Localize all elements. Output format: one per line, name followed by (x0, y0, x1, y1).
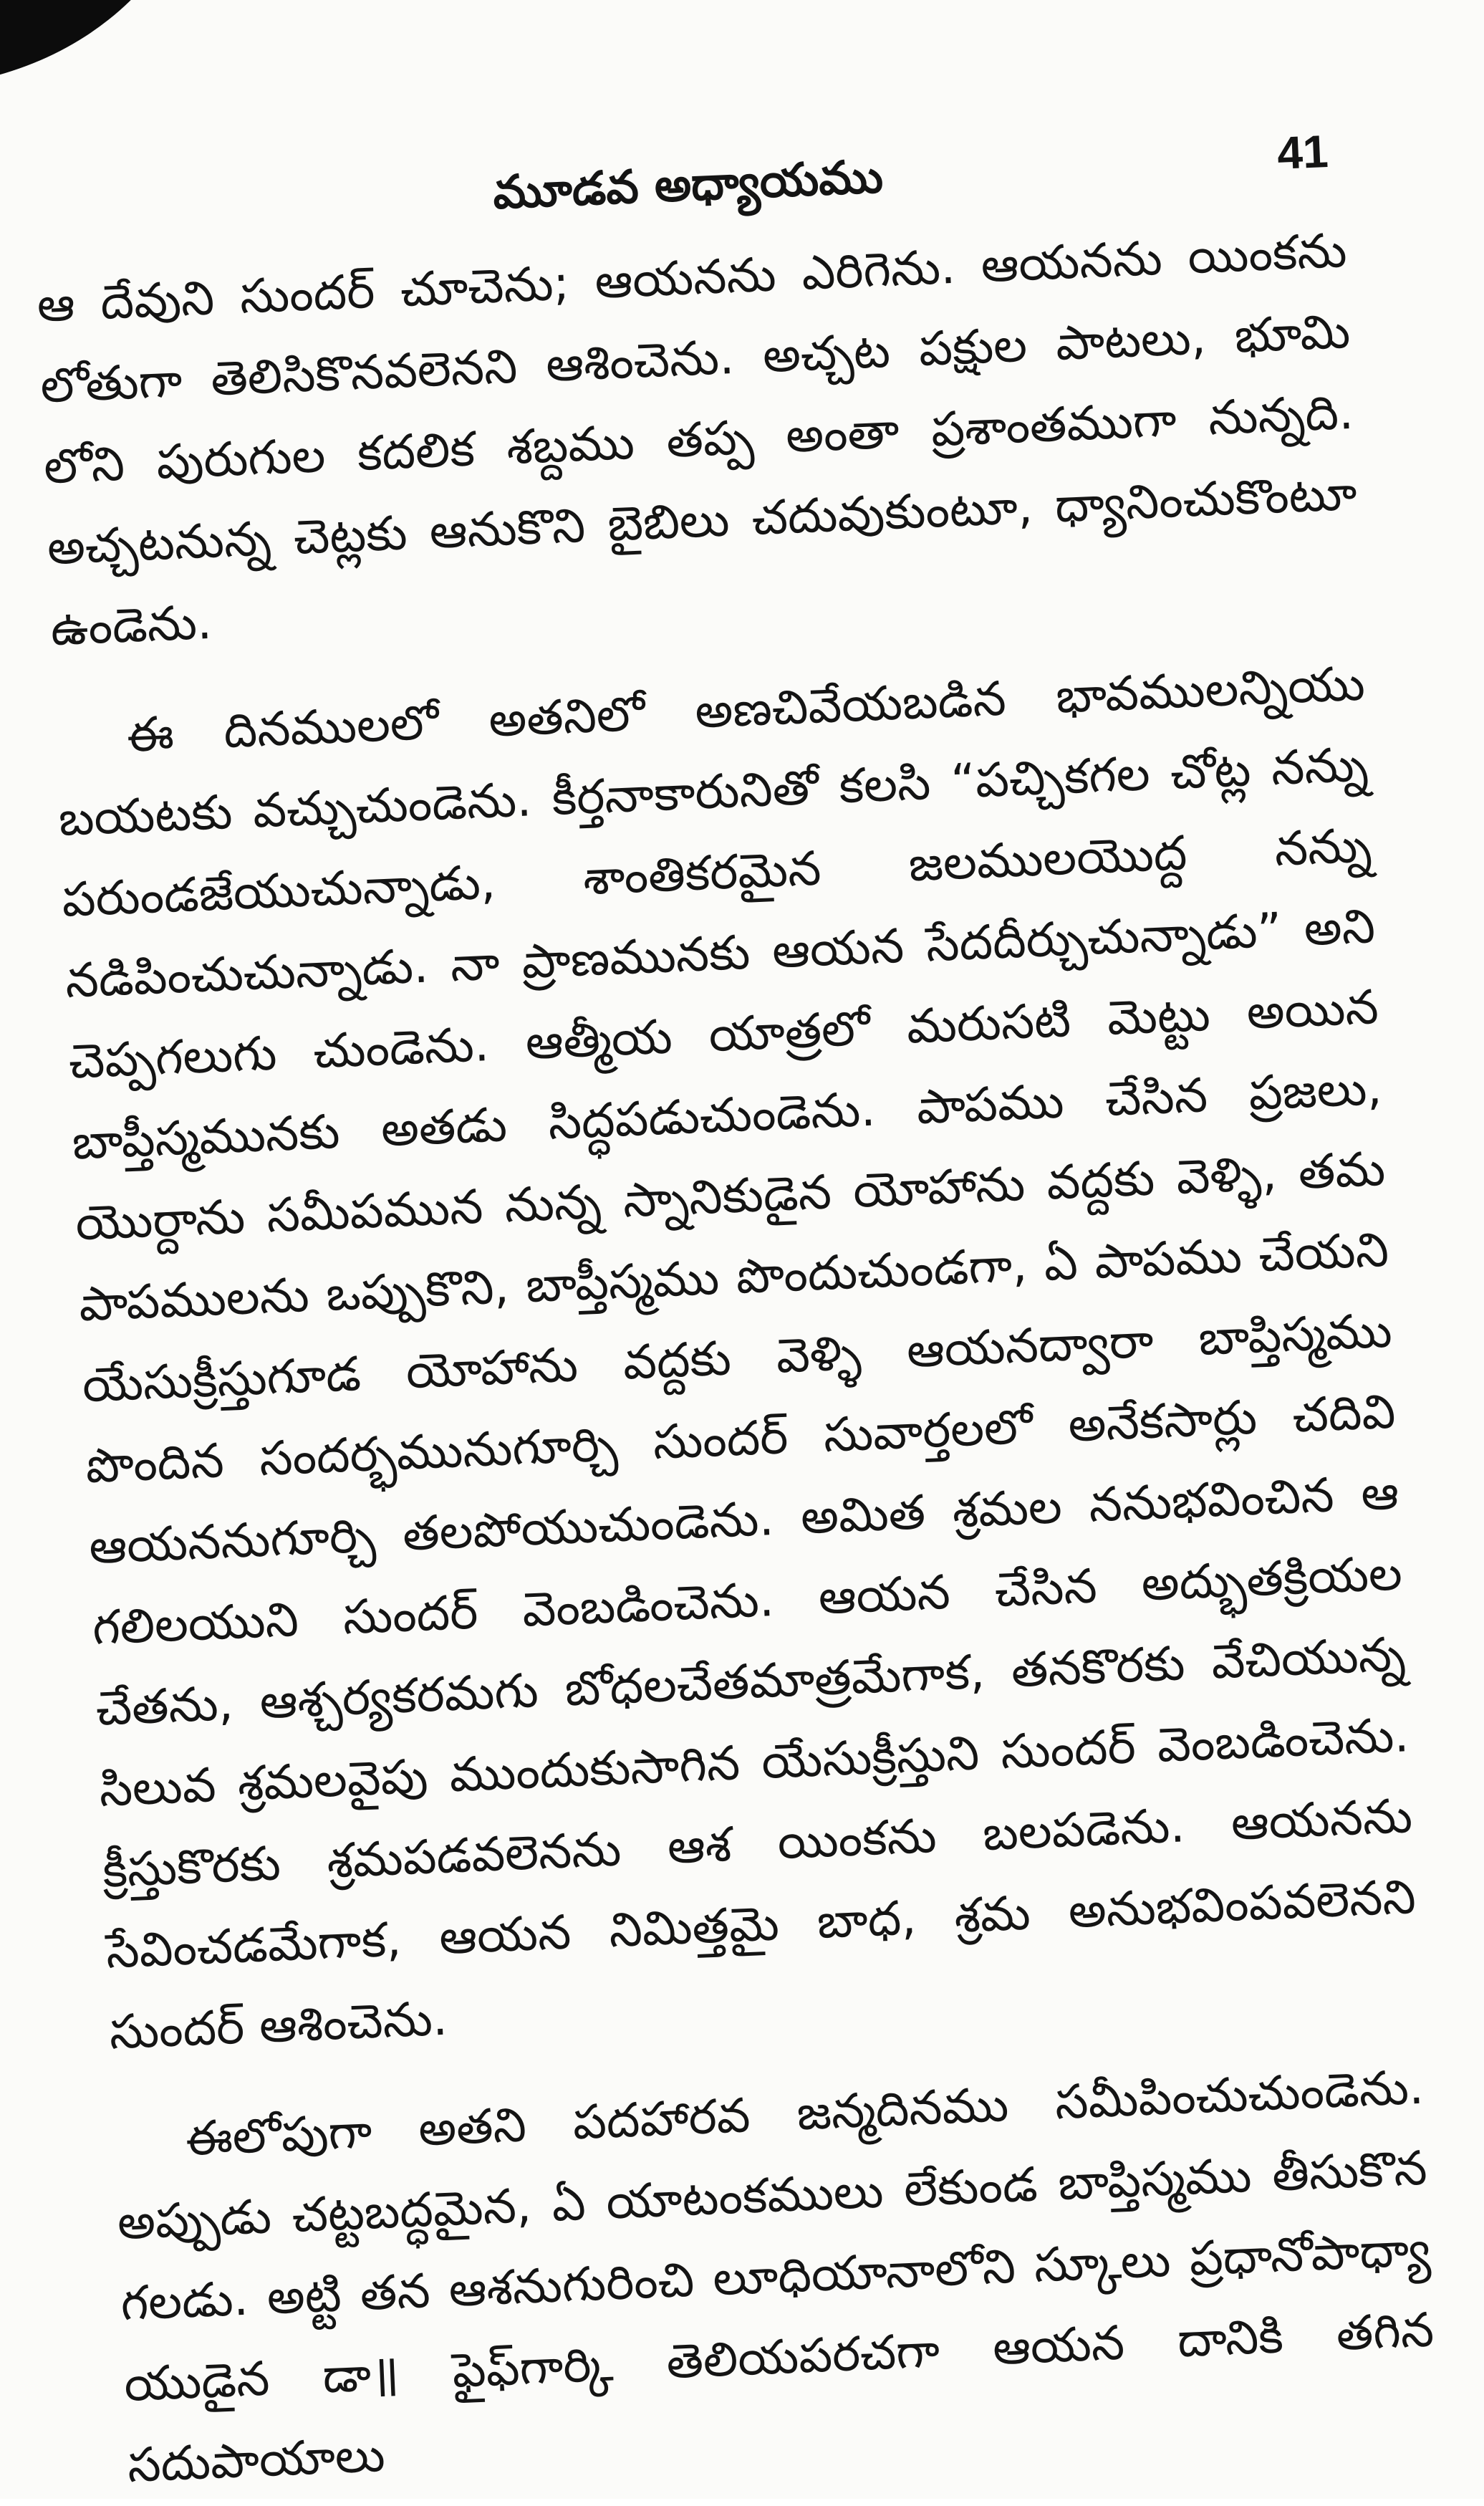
paragraph: ఆ దేవుని సుందర్ చూచెను; ఆయనను ఎరిగెను. ఆయనను యింకను లోతుగా తెలిసికొనవలెనని ఆశించెను. అచ్చట పక్షుల పాటలు, భూమి లోని పురుగుల కదలిక శబ్దము తప్ప అంతా ప్రశాంతముగా నున్నది. అచ్చటనున్న చెట్లకు ఆనుకొని బైబిలు చదువుకుంటూ, ధ్యానించుకొంటూ ఉండెను. (36, 222, 1359, 657)
chapter-title: మూడవ అధ్యాయము (491, 150, 885, 220)
page-number: 41 (1276, 125, 1329, 179)
book-page (32, 117, 1437, 2493)
paragraph: ఈ దినములలో అతనిలో అణచివేయబడిన భావములన్నియు బయటకు వచ్చుచుండెను. కీర్తనాకారునితో కలసి “పచ్చికగల చోట్ల నన్ను పరుండజేయుచున్నాడు, శాంతికరమైన జలములయొద్ద నన్ను నడిపించుచున్నాడు. నా ప్రాణమునకు ఆయన సేదదీర్చుచున్నాడు” అని చెప్పగలుగు చుండెను. ఆత్మీయ యాత్రలో మరుసటి మెట్టు అయిన బాప్తీస్మమునకు అతడు సిద్ధపడుచుండెను. పాపము చేసిన ప్రజలు, యొర్దాను సమీపమున నున్న స్నానికుడైన యోహాను వద్దకు వెళ్ళి, తమ పాపములను ఒప్పుకొని, బాప్తీస్మము పొందుచుండగా, ఏ పాపము చేయని యేసుక్రీస్తుగూడ యోహాను వద్దకు వెళ్ళి ఆయనద్వారా బాప్తిస్మము పొందిన సందర్భమునుగూర్చి సుందర్ సువార్తలలో అనేకసార్లు చదివి ఆయననుగూర్చి తలపోయుచుండెను. అమిత శ్రమల ననుభవించిన ఆ గలిలయుని సుందర్ వెంబడించెను. ఆయన చేసిన అద్భుతక్రియల చేతను, ఆశ్చర్యకరమగు బోధలచేతమాత్రమేగాక, తనకొరకు వేచియున్న సిలువ శ్రమలవైపు ముందుకుసాగిన యేసుక్రీస్తుని సుందర్ వెంబడించెను. క్రీస్తుకొరకు శ్రమపడవలెనను ఆశ యింకను బలపడెను. ఆయనను సేవించడమేగాక, ఆయన నిమిత్తమై బాధ, శ్రమ అనుభవింపవలెనని సుందర్ ఆశించెను. (57, 656, 1417, 2060)
paragraph: ఈలోపుగా అతని పదహారవ జన్మదినము సమీపించుచుండెను. అప్పుడు చట్టబద్ధమైన, ఏ యాటంకములు లేకుండ బాప్తిస్మము తీసుకొన గలడు. అట్టి తన ఆశనుగురించి లూధియానాలోని స్కూలు ప్రధానోపాధ్యా యుడైన డా॥ ఫైఫ్‌గార్కి తెలియపరచగా ఆయన దానికి తగిన సదుపాయాలు (116, 2059, 1435, 2493)
body-text (35, 210, 1439, 2506)
